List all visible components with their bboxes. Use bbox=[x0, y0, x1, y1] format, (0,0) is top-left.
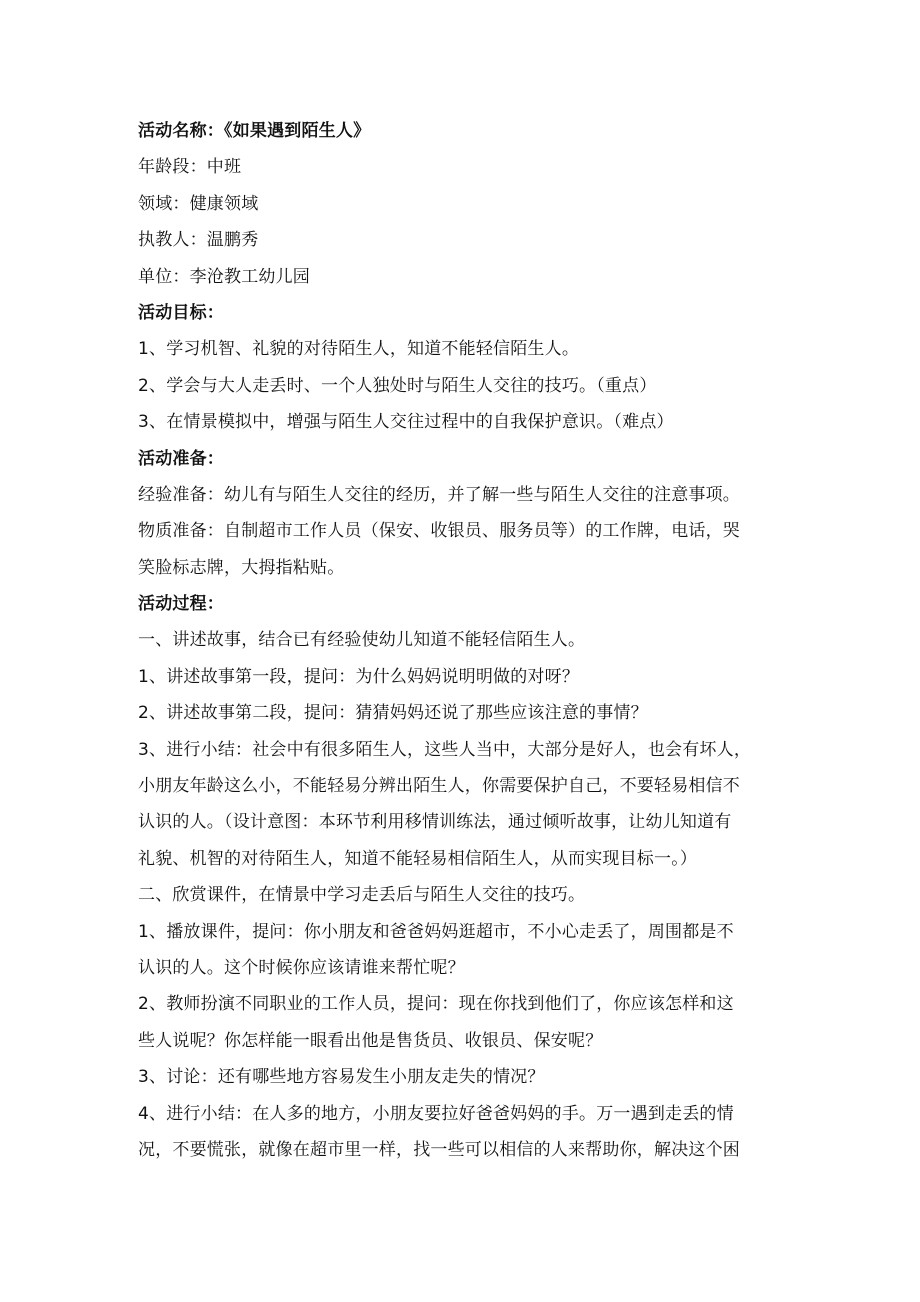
process-heading: 活动过程： bbox=[138, 594, 224, 615]
goal-item: 1、学习机智、礼貌的对待陌生人，知道不能轻信陌生人。 bbox=[138, 339, 580, 360]
goal-item: 2、学会与大人走丢时、一个人独处时与陌生人交往的技巧。（重点） bbox=[138, 375, 657, 396]
part2-step1-line: 1、播放课件，提问：你小朋友和爸爸妈妈逛超市，不小心走丢了，周围都是不 bbox=[138, 921, 734, 942]
part2-title: 二、欣赏课件，在情景中学习走丢后与陌生人交往的技巧。 bbox=[138, 885, 586, 906]
goals-heading: 活动目标： bbox=[138, 302, 224, 323]
document-page bbox=[138, 113, 798, 1168]
teacher-name: 执教人：温鹏秀 bbox=[138, 230, 259, 251]
part1-step3-line: 认识的人。（设计意图：本环节利用移情训练法，通过倾听故事，让幼儿知道有 bbox=[138, 812, 732, 833]
part2-step2-line: 2、教师扮演不同职业的工作人员，提问：现在你找到他们了，你应该怎样和这 bbox=[138, 994, 734, 1015]
part1-step: 2、讲述故事第二段，提问：猜猜妈妈还说了那些应该注意的事情？ bbox=[138, 703, 648, 724]
unit-name: 单位：李沧教工幼儿园 bbox=[138, 266, 310, 287]
prep-material: 物质准备：自制超市工作人员（保安、收银员、服务员等）的工作牌，电话，哭 bbox=[138, 521, 740, 542]
prep-material: 笑脸标志牌，大拇指粘贴。 bbox=[138, 557, 345, 578]
part1-step3-line: 小朋友年龄这么小，不能轻易分辨出陌生人，你需要保护自己，不要轻易相信不 bbox=[138, 776, 740, 797]
part2-step2-line: 些人说呢？你怎样能一眼看出他是售货员、收银员、保安呢？ bbox=[138, 1030, 603, 1051]
grade-level: 年龄段：中班 bbox=[138, 157, 242, 178]
part1-step: 1、讲述故事第一段，提问：为什么妈妈说明明做的对呀？ bbox=[138, 666, 580, 687]
part2-step4-line: 况，不要慌张，就像在超市里一样，找一些可以相信的人来帮助你，解决这个困 bbox=[138, 1139, 740, 1160]
activity-title: 活动名称：《如果遇到陌生人》 bbox=[138, 121, 371, 141]
part1-step3-line: 礼貌、机智的对待陌生人，知道不能轻易相信陌生人，从而实现目标一。） bbox=[138, 848, 698, 869]
prep-experience: 经验准备：幼儿有与陌生人交往的经历，并了解一些与陌生人交往的注意事项。 bbox=[138, 484, 740, 505]
prep-heading: 活动准备： bbox=[138, 448, 224, 469]
part2-step: 3、讨论：还有哪些地方容易发生小朋友走失的情况？ bbox=[138, 1067, 545, 1088]
part1-step3-line: 3、进行小结：社会中有很多陌生人，这些人当中，大部分是好人，也会有坏人， bbox=[138, 739, 752, 760]
part2-step4-line: 4、进行小结：在人多的地方，小朋友要拉好爸爸妈妈的手。万一遇到走丢的情 bbox=[138, 1103, 734, 1124]
goal-item: 3、在情景模拟中，增强与陌生人交往过程中的自我保护意识。（难点） bbox=[138, 412, 674, 433]
part2-step1-line: 认识的人。这个时候你应该请谁来帮忙呢？ bbox=[138, 957, 465, 978]
domain-field: 领域：健康领域 bbox=[138, 193, 259, 214]
part1-title: 一、讲述故事，结合已有经验使幼儿知道不能轻信陌生人。 bbox=[138, 630, 586, 651]
